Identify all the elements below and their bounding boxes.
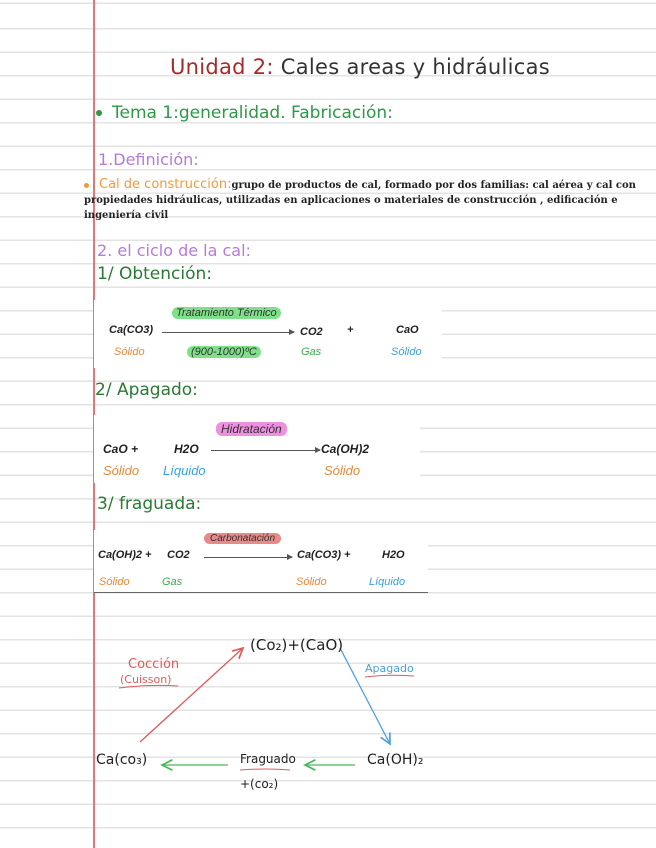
apagado-heading: 2/ Apagado:	[95, 380, 198, 400]
product: Ca(OH)2	[321, 442, 370, 456]
state-label: Sólido	[114, 346, 145, 358]
diagram-node-left: Ca(co₃)	[96, 752, 148, 768]
coccion-sub-label: (Cuisson)	[120, 673, 172, 686]
state-label: Sólido	[324, 463, 361, 478]
reactant: Ca(OH)2 +	[98, 549, 152, 561]
product: CO2	[300, 326, 323, 338]
process-label: Tratamiento Térmico	[172, 307, 281, 319]
definicion-lead: Cal de construcción:	[99, 177, 232, 192]
state-label: Sólido	[391, 346, 422, 358]
state-label: Sólido	[103, 463, 140, 478]
definicion-heading: 1.Definición:	[98, 150, 199, 169]
product: CaO	[396, 324, 419, 336]
underline-icon	[240, 769, 290, 770]
apagado-label: Apagado	[365, 662, 414, 675]
fraguado-label: Fraguado	[240, 752, 296, 766]
tema-text: Tema 1:generalidad. Fabricación:	[112, 103, 393, 123]
obtencion-heading: 1/ Obtención:	[97, 264, 212, 284]
condition-label: (900-1000)ºC	[187, 346, 261, 358]
title-subject: Cales areas y hidráulicas	[280, 55, 551, 79]
state-label: Líquido	[369, 576, 406, 588]
state-label: Líquido	[163, 463, 206, 478]
state-label: Sólido	[296, 576, 327, 588]
title-unit: Unidad 2:	[169, 55, 274, 79]
plus-sign: +	[347, 324, 354, 336]
process-label: Hidratación	[216, 422, 287, 436]
ciclo-heading: 2. el ciclo de la cal:	[97, 241, 251, 260]
underline-icon	[365, 675, 414, 677]
product: Ca(CO3) +	[297, 549, 351, 561]
fraguada-heading: 3/ fraguada:	[97, 494, 202, 514]
fraguado-sub-label: +(co₂)	[240, 777, 279, 791]
coccion-label: Cocción	[128, 657, 180, 672]
reactant: CO2	[167, 549, 190, 561]
definicion-body: grupo de productos de cal, formado por dos familias: cal aérea y cal con propiedades hidráulicas, utilizadas en aplicaciones o materiales de construcción , edificación e ingeniería civil	[84, 180, 636, 221]
diagram-node-top: (Co₂)+(CaO)	[250, 636, 344, 654]
diagram-node-right: Ca(OH)₂	[367, 752, 424, 768]
state-label: Gas	[301, 346, 322, 358]
state-label: Sólido	[99, 576, 130, 588]
reactant: H2O	[174, 442, 199, 456]
reactant: CaO +	[103, 442, 139, 456]
reactant: Ca(CO3)	[109, 324, 154, 336]
process-label: Carbonatación	[204, 533, 281, 544]
product: H2O	[382, 549, 405, 561]
state-label: Gas	[162, 576, 183, 588]
